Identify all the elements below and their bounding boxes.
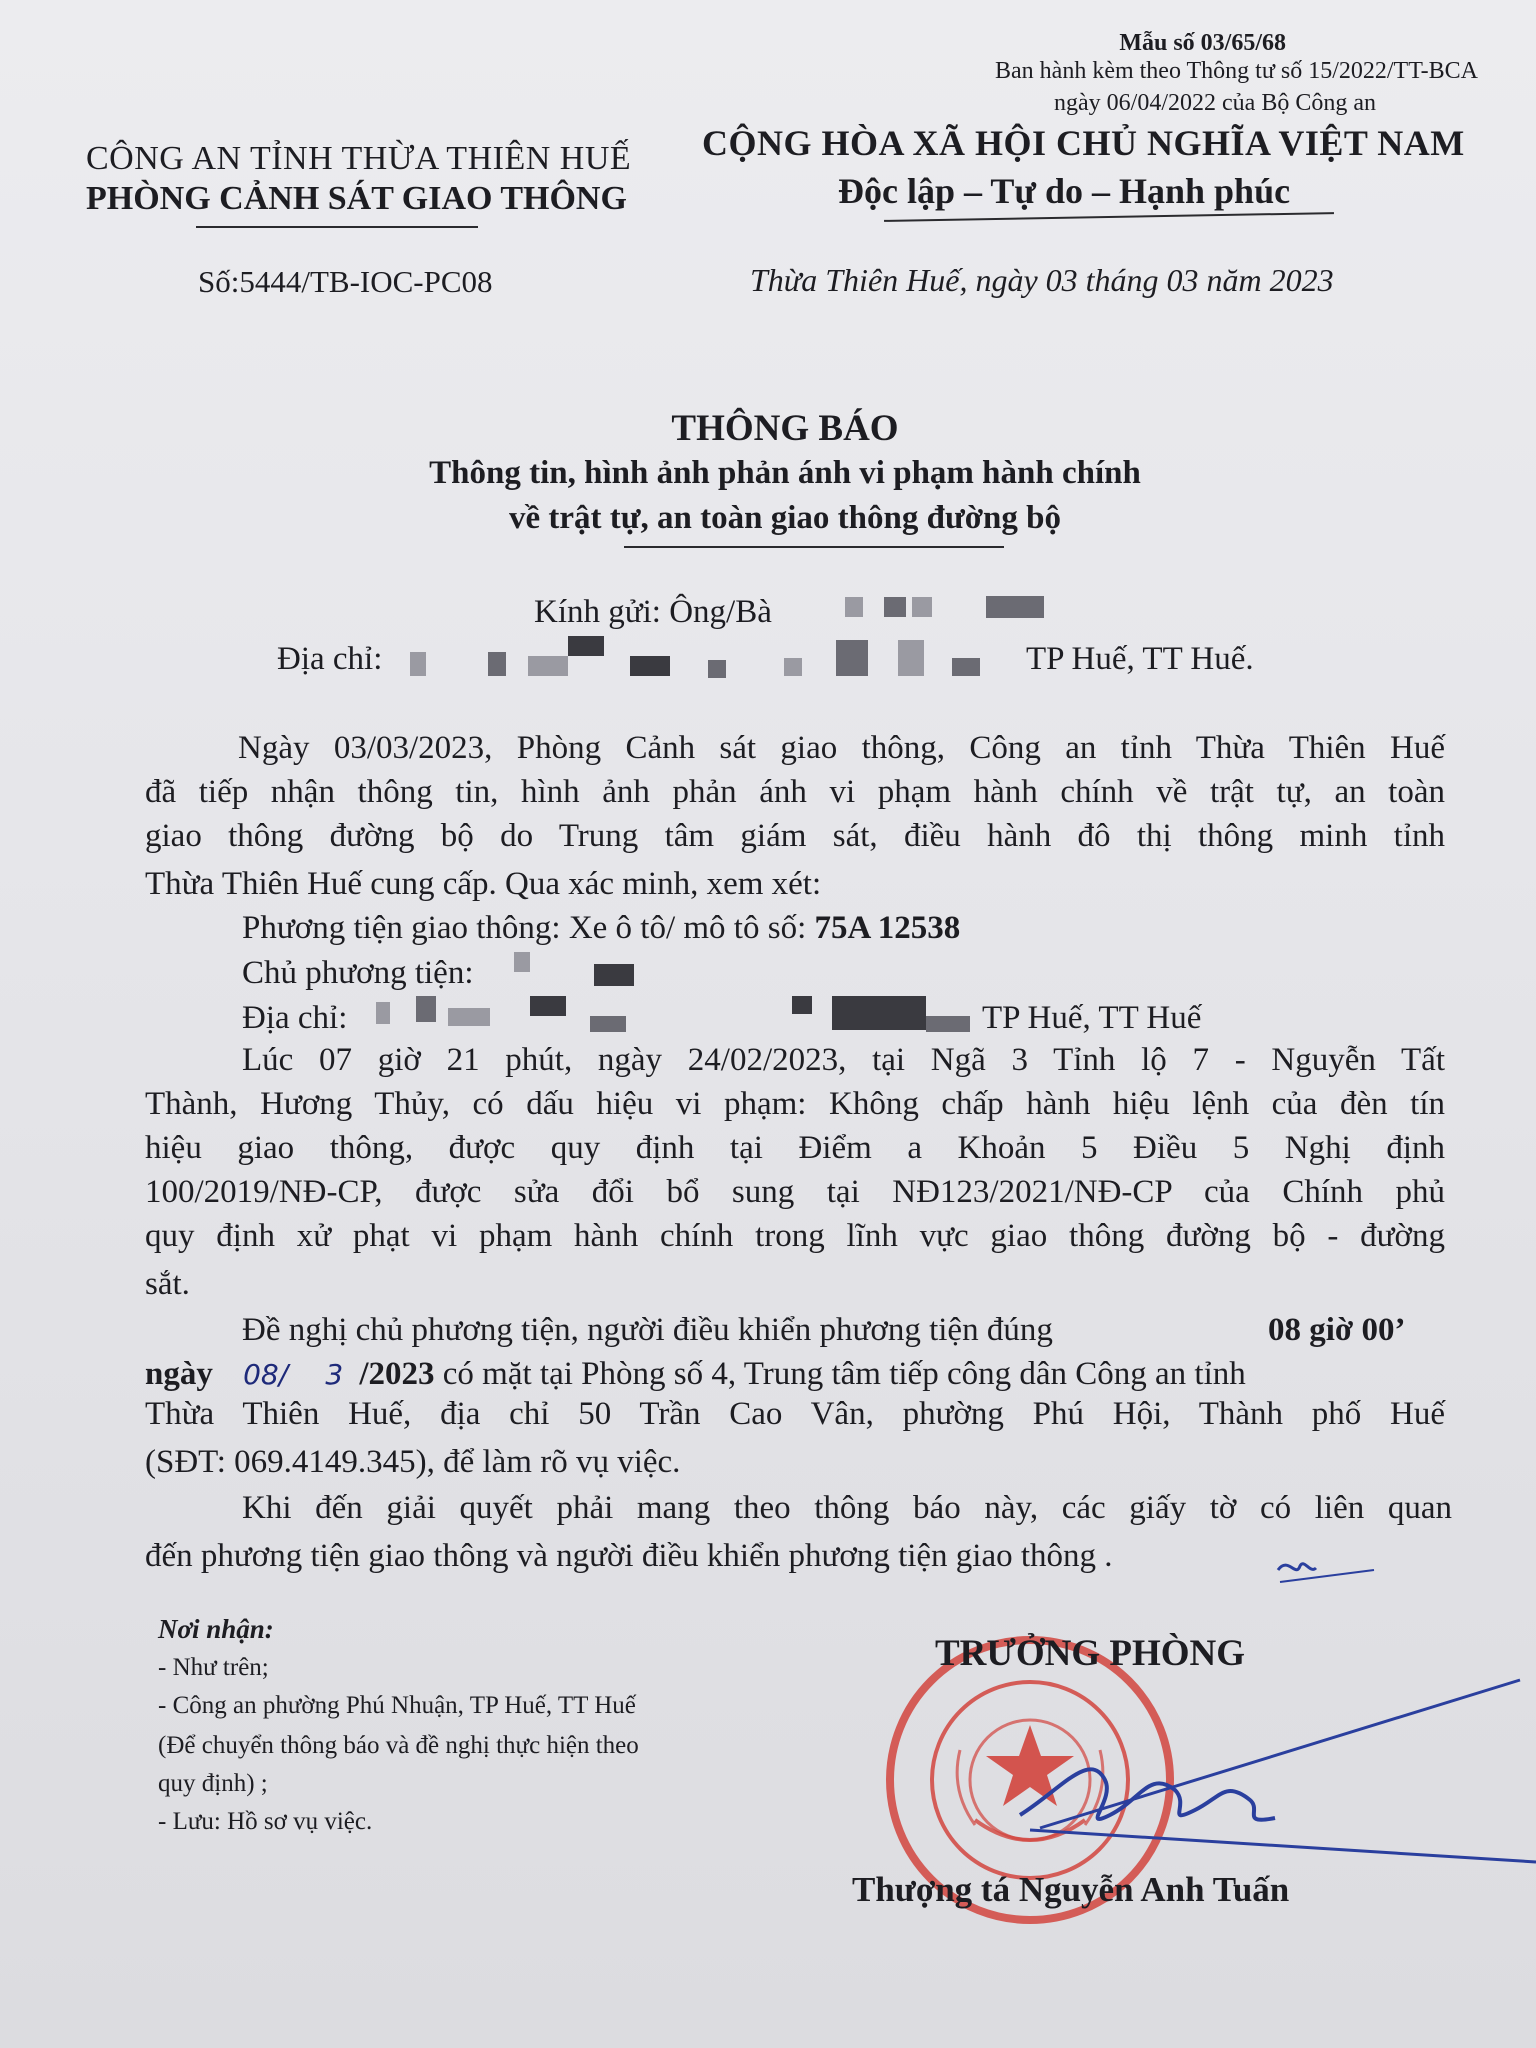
paragraph-line: Khi đến giải quyết phải mang theo thông báo này, các giấy tờ có liên quan	[242, 1490, 1452, 1526]
signer-title: TRƯỞNG PHÒNG	[935, 1633, 1246, 1674]
signature	[1000, 1640, 1536, 1870]
vehicle-line	[242, 906, 960, 950]
date-label: ngày	[145, 1356, 213, 1392]
redacted-block	[590, 1016, 626, 1032]
paragraph-line: (SĐT: 069.4149.345), để làm rõ vụ việc.	[145, 1444, 681, 1480]
redacted-block	[832, 996, 926, 1030]
agency-department: PHÒNG CẢNH SÁT GIAO THÔNG	[86, 180, 627, 217]
paragraph-line: Thừa Thiên Huế, địa chỉ 50 Trần Cao Vân, phường Phú Hội, Thành phố Huế	[145, 1396, 1445, 1432]
redacted-block	[416, 996, 436, 1022]
agency-underline	[196, 226, 478, 228]
appointment-date-line	[145, 1352, 1246, 1397]
paragraph-line: giao thông đường bộ do Trung tâm giám sát, điều hành đô thị thông minh tỉnh	[145, 818, 1445, 854]
republic-title: CỘNG HÒA XÃ HỘI CHỦ NGHĨA VIỆT NAM	[702, 123, 1465, 163]
paragraph-line: Lúc 07 giờ 21 phút, ngày 24/02/2023, tại Ngã 3 Tỉnh lộ 7 - Nguyễn Tất	[242, 1042, 1445, 1078]
redacted-block	[884, 597, 906, 617]
paragraph-line: Thành, Hương Thủy, có dấu hiệu vi phạm: Không chấp hành hiệu lệnh của đèn tín	[145, 1086, 1445, 1122]
redacted-block	[986, 596, 1044, 618]
appointment-place: có mặt tại Phòng số 4, Trung tâm tiếp công dân Công an tỉnh	[442, 1356, 1246, 1392]
address-city: TP Huế, TT Huế.	[1026, 641, 1254, 677]
redacted-block	[708, 660, 726, 678]
issued-date: ngày 06/04/2022 của Bộ Công an	[1054, 90, 1376, 116]
handwritten-day: 08/	[243, 1358, 289, 1391]
document-subtitle-line2: về trật tự, an toàn giao thông đường bộ	[508, 500, 1061, 536]
paragraph-line: Ngày 03/03/2023, Phòng Cảnh sát giao thông, Công an tỉnh Thừa Thiên Huế	[238, 730, 1445, 766]
redacted-block	[845, 597, 863, 617]
paragraph-line: hiệu giao thông, được quy định tại Điểm a Khoản 5 Điều 5 Nghị định	[145, 1130, 1445, 1166]
recipient-item: - Như trên;	[158, 1654, 269, 1681]
owner-address-label: Địa chỉ:	[242, 1000, 348, 1036]
paragraph-line: đã tiếp nhận thông tin, hình ảnh phản ánh vi phạm hành chính về trật tự, an toàn	[145, 774, 1445, 810]
recipient-item: - Công an phường Phú Nhuận, TP Huế, TT Huế	[158, 1692, 636, 1719]
paragraph-line: Thừa Thiên Huế cung cấp. Qua xác minh, xem xét:	[145, 866, 822, 902]
document-title: THÔNG BÁO	[671, 408, 899, 449]
paragraph-line: đến phương tiện giao thông và người điều khiển phương tiện giao thông .	[145, 1538, 1113, 1574]
redacted-block	[926, 1016, 970, 1032]
redacted-block	[528, 656, 568, 676]
paragraph-line: quy định xử phạt vi phạm hành chính trong lĩnh vực giao thông đường bộ - đường	[145, 1218, 1445, 1254]
signer-name: Thượng tá Nguyễn Anh Tuấn	[852, 1870, 1290, 1909]
owner-label: Chủ phương tiện:	[242, 955, 474, 991]
national-motto: Độc lập – Tự do – Hạnh phúc	[838, 171, 1291, 211]
address-label: Địa chỉ:	[277, 641, 383, 677]
redacted-block	[898, 640, 924, 676]
document-subtitle-line1: Thông tin, hình ảnh phản ánh vi phạm hành chính	[429, 455, 1141, 491]
agency-name: CÔNG AN TỈNH THỪA THIÊN HUẾ	[86, 140, 632, 177]
issued-with-circular: Ban hành kèm theo Thông tư số 15/2022/TT-BCA	[995, 58, 1478, 84]
recipient-item: - Lưu: Hồ sơ vụ việc.	[158, 1808, 373, 1835]
recipients-heading: Nơi nhận:	[158, 1614, 274, 1644]
paragraph-line: sắt.	[145, 1266, 190, 1302]
redacted-block	[952, 658, 980, 676]
motto-underline	[884, 212, 1334, 222]
redacted-block	[594, 964, 634, 986]
redacted-block	[410, 652, 426, 676]
redacted-block	[514, 952, 530, 972]
place-and-date: Thừa Thiên Huế, ngày 03 tháng 03 năm 2023	[750, 262, 1334, 298]
document-number: Số:5444/TB-IOC-PC08	[198, 264, 493, 299]
form-number: Mẫu số 03/65/68	[1119, 30, 1286, 56]
paragraph-line: Đề nghị chủ phương tiện, người điều khiển phương tiện đúng	[242, 1312, 1053, 1348]
initial-mark	[1270, 1548, 1380, 1588]
paragraph-line: 100/2019/NĐ-CP, được sửa đổi bổ sung tại NĐ123/2021/NĐ-CP của Chính phủ	[145, 1174, 1445, 1210]
redacted-block	[784, 658, 802, 676]
redacted-block	[488, 652, 506, 676]
redacted-block	[630, 656, 670, 676]
redacted-block	[568, 636, 604, 656]
redacted-block	[530, 996, 566, 1016]
redacted-block	[912, 597, 932, 617]
title-underline	[624, 546, 1004, 548]
vehicle-label: Phương tiện giao thông: Xe ô tô/ mô tô số:	[242, 910, 815, 946]
appointment-time: 08 giờ 00’	[1268, 1312, 1406, 1348]
redacted-block	[376, 1002, 390, 1024]
vehicle-plate: 75A 12538	[814, 910, 961, 946]
redacted-block	[448, 1008, 490, 1026]
recipient-item: quy định) ;	[158, 1770, 268, 1797]
recipient-item: (Để chuyển thông báo và đề nghị thực hiện theo	[158, 1732, 639, 1759]
appointment-year: /2023	[359, 1356, 435, 1392]
redacted-block	[792, 996, 812, 1014]
redacted-block	[836, 640, 868, 676]
greeting: Kính gửi: Ông/Bà	[534, 594, 772, 630]
owner-address-city: TP Huế, TT Huế	[982, 1000, 1202, 1036]
handwritten-month: 3	[325, 1358, 344, 1391]
